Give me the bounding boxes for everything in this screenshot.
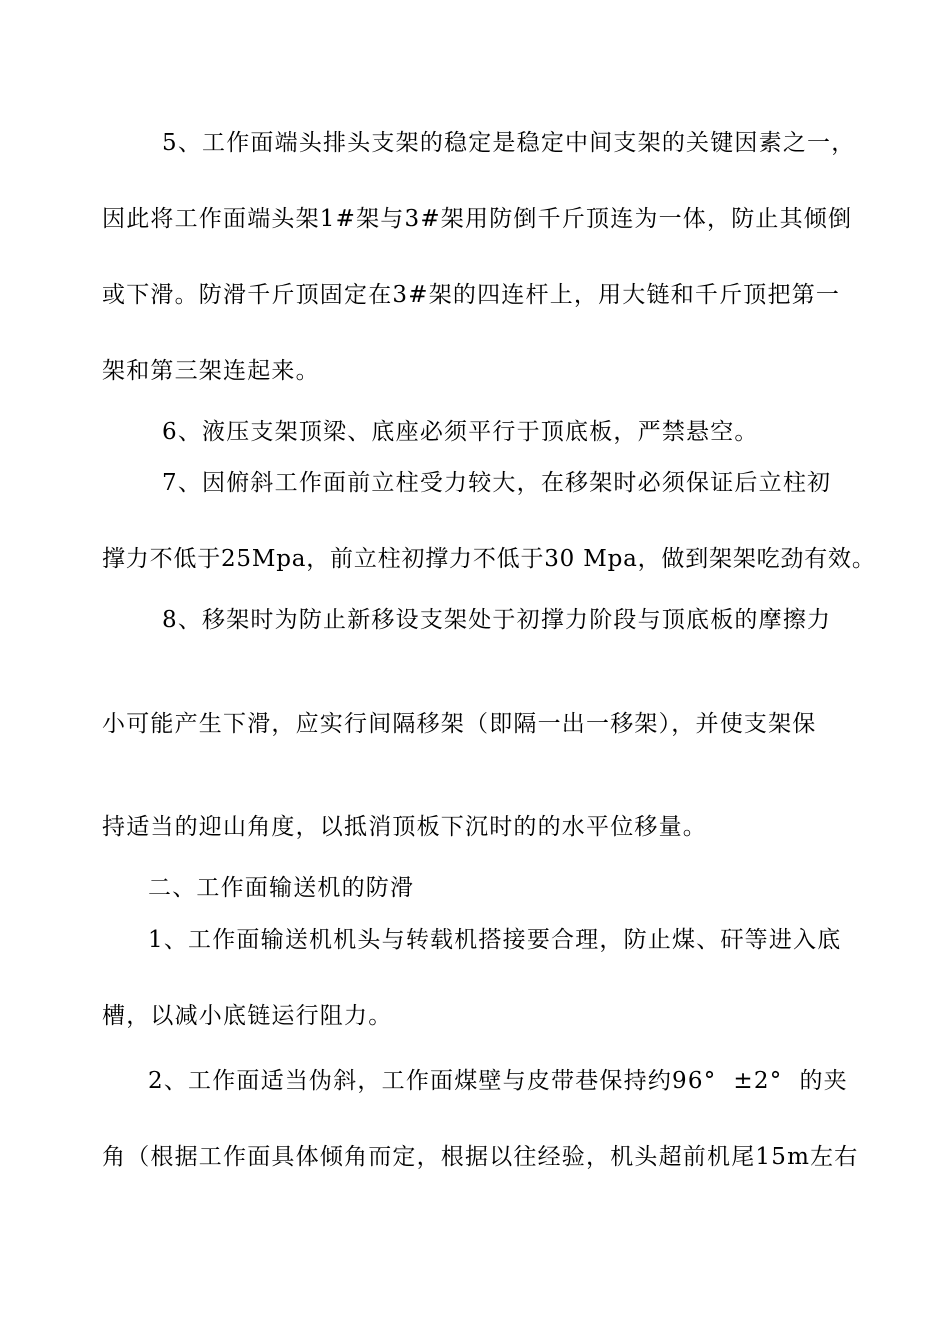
text-line-5-2: 因此将工作面端头架1#架与3#架用防倒千斤顶连为一体，防止其倾倒: [102, 206, 853, 232]
text-line-c1-1: 1、工作面输送机机头与转载机搭接要合理，防止煤、矸等进入底: [148, 927, 842, 953]
text-line-c2-2: 角（根据工作面具体倾角而定，根据以往经验，机头超前机尾15m左右: [102, 1144, 859, 1170]
text-line-8-2: 小可能产生下滑，应实行间隔移架（即隔一出一移架），并使支架保: [102, 711, 817, 737]
section-heading-conveyor: 二、工作面输送机的防滑: [148, 875, 415, 901]
text-line-7-1: 7、因俯斜工作面前立柱受力较大，在移架时必须保证后立柱初: [162, 470, 832, 496]
text-line-6: 6、液压支架顶梁、底座必须平行于顶底板，严禁悬空。: [162, 419, 759, 445]
text-line-5-4: 架和第三架连起来。: [102, 358, 320, 384]
text-line-c2-1: 2、工作面适当伪斜，工作面煤壁与皮带巷保持约96° ±2° 的夹: [148, 1068, 848, 1094]
text-line-c1-2: 槽，以减小底链运行阻力。: [102, 1003, 393, 1029]
text-line-8-1: 8、移架时为防止新移设支架处于初撑力阶段与顶底板的摩擦力: [162, 607, 832, 633]
text-line-5-1: 5、工作面端头排头支架的稳定是稳定中间支架的关键因素之一，: [162, 130, 856, 156]
text-line-8-3: 持适当的迎山角度，以抵消顶板下沉时的的水平位移量。: [102, 814, 707, 840]
text-line-7-2: 撑力不低于25Mpa，前立柱初撑力不低于30 Mpa，做到架架吃劲有效。: [102, 546, 876, 572]
text-line-5-3: 或下滑。防滑千斤顶固定在3#架的四连杆上，用大链和千斤顶把第一: [102, 282, 841, 308]
